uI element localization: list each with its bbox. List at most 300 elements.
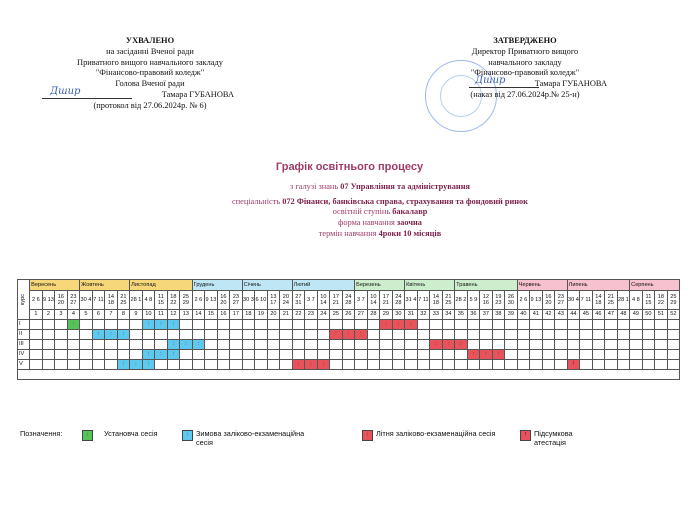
empty-cell <box>555 330 568 340</box>
session-mark: : <box>122 361 125 367</box>
field-line <box>130 182 630 193</box>
empty-cell <box>180 350 193 360</box>
empty-cell <box>367 340 380 350</box>
empty-cell <box>655 360 668 370</box>
empty-cell <box>180 320 193 330</box>
week-number: 20 <box>267 310 280 320</box>
legend-title: Позначення: <box>20 429 63 438</box>
session-cell <box>155 350 168 360</box>
empty-cell <box>317 350 330 360</box>
empty-cell <box>417 360 430 370</box>
empty-cell <box>330 320 343 330</box>
week-date: 10 14 <box>367 291 380 310</box>
week-date: 19 23 <box>492 291 505 310</box>
session-cell <box>455 340 468 350</box>
empty-cell <box>630 320 643 330</box>
session-mark: : <box>135 361 137 367</box>
empty-row <box>18 370 680 380</box>
empty-cell <box>667 350 680 360</box>
session-cell <box>342 330 355 340</box>
week-date: 23 27 <box>555 291 568 310</box>
empty-cell <box>555 350 568 360</box>
field-prefix: з галузі знань <box>290 182 339 191</box>
week-date: 13 17 <box>267 291 280 310</box>
week-number: 41 <box>530 310 543 320</box>
empty-cell <box>42 350 55 360</box>
session-mark: : <box>297 361 300 367</box>
empty-cell <box>255 360 268 370</box>
empty-cell <box>305 320 318 330</box>
empty-cell <box>30 340 43 350</box>
week-date: 17 21 <box>380 291 393 310</box>
month-7: Квітень <box>405 280 455 291</box>
empty-cell <box>355 320 368 330</box>
confirmed-block <box>435 36 615 101</box>
empty-cell <box>330 340 343 350</box>
month-2: Листопад <box>130 280 193 291</box>
approved-signature-line <box>50 85 240 101</box>
schedule-table <box>17 279 680 380</box>
course-row <box>18 330 680 340</box>
empty-cell <box>667 360 680 370</box>
session-cell <box>117 360 130 370</box>
empty-cell <box>192 320 205 330</box>
week-number: 28 <box>367 310 380 320</box>
empty-cell <box>267 340 280 350</box>
week-number: 12 <box>167 310 180 320</box>
empty-cell <box>392 360 405 370</box>
session-mark: : <box>447 341 450 347</box>
legend-summer-label: Літня заліково-екзаменаційна сесія <box>376 429 496 438</box>
week-number: 5 <box>80 310 93 320</box>
week-number: 43 <box>555 310 568 320</box>
empty-cell <box>130 350 143 360</box>
empty-cell <box>342 350 355 360</box>
legend <box>20 429 690 459</box>
empty-cell <box>130 320 143 330</box>
empty-cell <box>455 320 468 330</box>
form-line <box>130 218 630 229</box>
legend-summer-mark: : <box>366 432 369 438</box>
empty-cell <box>242 330 255 340</box>
week-number: 26 <box>342 310 355 320</box>
empty-cell <box>130 330 143 340</box>
session-cell <box>317 360 330 370</box>
empty-cell <box>655 320 668 330</box>
empty-cell <box>455 330 468 340</box>
empty-cell <box>492 340 505 350</box>
week-number: 31 <box>405 310 418 320</box>
week-number: 11 <box>155 310 168 320</box>
session-mark: : <box>122 331 125 337</box>
empty-cell <box>205 330 218 340</box>
session-mark: : <box>397 321 400 327</box>
empty-cell <box>117 350 130 360</box>
session-mark: : <box>160 351 162 357</box>
confirmed-line-3: "Фінансово-правовий коледж" <box>470 68 580 78</box>
empty-cell <box>530 330 543 340</box>
empty-cell <box>530 340 543 350</box>
empty-cell <box>292 320 305 330</box>
empty-cell <box>417 350 430 360</box>
empty-cell <box>42 340 55 350</box>
term-line <box>130 229 630 240</box>
week-date: 2 6 <box>30 291 43 310</box>
empty-cell <box>205 360 218 370</box>
empty-cell <box>55 330 68 340</box>
session-mark: : <box>147 361 150 367</box>
empty-cell <box>517 320 530 330</box>
week-date: 18 22 <box>655 291 668 310</box>
session-cell <box>380 320 393 330</box>
session-mark: : <box>485 351 487 357</box>
week-date: 31 4 <box>405 291 418 310</box>
empty-cell <box>505 320 518 330</box>
empty-cell <box>542 330 555 340</box>
session-mark: : <box>310 361 312 367</box>
empty-cell <box>305 340 318 350</box>
empty-cell <box>42 320 55 330</box>
empty-cell <box>505 340 518 350</box>
week-date: 11 15 <box>155 291 168 310</box>
empty-cell <box>480 320 493 330</box>
week-date: 3 7 <box>305 291 318 310</box>
empty-cell <box>430 360 443 370</box>
empty-cell <box>380 350 393 360</box>
empty-cell <box>617 320 630 330</box>
week-number: 4 <box>67 310 80 320</box>
empty-cell <box>342 340 355 350</box>
session-mark: : <box>360 331 362 337</box>
empty-cell <box>467 320 480 330</box>
empty-cell <box>67 350 80 360</box>
empty-cell <box>405 350 418 360</box>
session-cell <box>192 340 205 350</box>
week-number: 39 <box>505 310 518 320</box>
empty-cell <box>230 330 243 340</box>
empty-cell <box>542 360 555 370</box>
week-date: 4 8 <box>142 291 155 310</box>
empty-cell <box>567 320 580 330</box>
empty-cell <box>580 340 593 350</box>
week-dates-row <box>18 291 680 310</box>
session-cell <box>392 320 405 330</box>
empty-cell <box>530 320 543 330</box>
empty-cell <box>92 320 105 330</box>
week-date: 18 22 <box>167 291 180 310</box>
empty-cell <box>217 350 230 360</box>
course-number: II <box>18 330 30 340</box>
session-mark: : <box>322 361 325 367</box>
signature-underline <box>42 98 132 99</box>
empty-cell <box>55 360 68 370</box>
week-number: 23 <box>305 310 318 320</box>
empty-cell <box>567 350 580 360</box>
empty-cell <box>192 350 205 360</box>
empty-cell <box>630 330 643 340</box>
empty-cell <box>605 360 618 370</box>
week-number: 46 <box>592 310 605 320</box>
empty-cell <box>367 360 380 370</box>
session-cell <box>442 340 455 350</box>
empty-cell <box>480 360 493 370</box>
course-label: курс <box>20 293 27 306</box>
empty-cell <box>655 330 668 340</box>
week-date: 2 6 <box>192 291 205 310</box>
empty-cell <box>330 360 343 370</box>
empty-cell <box>80 330 93 340</box>
empty-cell <box>430 320 443 330</box>
empty-cell <box>105 320 118 330</box>
week-number: 33 <box>430 310 443 320</box>
week-number: 42 <box>542 310 555 320</box>
approved-line-4: Голова Вченої ради <box>115 79 185 89</box>
empty-cell <box>80 350 93 360</box>
session-cell <box>492 350 505 360</box>
session-mark: : <box>435 341 437 347</box>
week-number: 48 <box>617 310 630 320</box>
session-mark: : <box>172 341 175 347</box>
empty-cell <box>617 330 630 340</box>
empty-cell <box>467 340 480 350</box>
empty-cell <box>492 330 505 340</box>
empty-cell <box>605 330 618 340</box>
month-header-row <box>18 280 680 291</box>
session-cell <box>292 360 305 370</box>
session-cell <box>142 350 155 360</box>
empty-cell <box>567 340 580 350</box>
week-number: 38 <box>492 310 505 320</box>
month-1: Жовтень <box>80 280 130 291</box>
week-date: 25 29 <box>180 291 193 310</box>
week-date: 23 27 <box>230 291 243 310</box>
empty-cell <box>517 340 530 350</box>
empty-cell <box>667 330 680 340</box>
session-mark: : <box>410 321 412 327</box>
month-11: Серпень <box>630 280 680 291</box>
empty-cell <box>555 360 568 370</box>
empty-cell <box>355 360 368 370</box>
empty-cell <box>55 350 68 360</box>
month-10: Липень <box>567 280 630 291</box>
week-number: 13 <box>180 310 193 320</box>
level-line <box>130 207 630 218</box>
course-row <box>18 320 680 330</box>
session-cell <box>305 360 318 370</box>
week-date: 7 11 <box>417 291 430 310</box>
empty-cell <box>180 330 193 340</box>
month-0: Вересень <box>30 280 80 291</box>
empty-cell <box>442 350 455 360</box>
empty-cell <box>417 340 430 350</box>
approved-signature-name: Тамара ГУБАНОВА <box>161 89 234 99</box>
week-date: 10 14 <box>317 291 330 310</box>
empty-cell <box>55 320 68 330</box>
empty-cell <box>642 360 655 370</box>
empty-cell <box>155 340 168 350</box>
week-date: 20 24 <box>280 291 293 310</box>
week-number: 16 <box>217 310 230 320</box>
week-date: 4 8 <box>630 291 643 310</box>
week-number: 22 <box>292 310 305 320</box>
session-cell <box>142 360 155 370</box>
course-row <box>18 340 680 350</box>
session-cell <box>105 330 118 340</box>
empty-cell <box>542 320 555 330</box>
session-cell <box>355 330 368 340</box>
empty-cell <box>242 320 255 330</box>
empty-cell <box>642 320 655 330</box>
empty-cell <box>305 350 318 360</box>
empty-cell <box>392 340 405 350</box>
empty-cell <box>392 350 405 360</box>
session-mark: : <box>147 351 150 357</box>
empty-cell <box>517 330 530 340</box>
course-header <box>18 280 30 320</box>
empty-cell <box>30 360 43 370</box>
week-number: 25 <box>330 310 343 320</box>
session-mark: : <box>97 331 100 337</box>
empty-cell <box>642 350 655 360</box>
week-number: 19 <box>255 310 268 320</box>
week-number: 10 <box>142 310 155 320</box>
empty-cell <box>542 350 555 360</box>
empty-cell <box>142 330 155 340</box>
empty-cell <box>505 360 518 370</box>
session-cell <box>167 340 180 350</box>
confirmed-heading: ЗАТВЕРДЖЕНО <box>493 36 557 45</box>
level-value: бакалавр <box>392 207 428 217</box>
legend-winter-mark: : <box>186 432 189 438</box>
course-row <box>18 350 680 360</box>
legend-attest-mark: ! <box>524 432 527 438</box>
empty-cell <box>230 320 243 330</box>
empty-cell <box>67 360 80 370</box>
spec-prefix: спеціальність <box>232 196 281 206</box>
week-date: 9 13 <box>530 291 543 310</box>
empty-row-cell <box>18 370 680 380</box>
empty-cell <box>217 330 230 340</box>
course-number: I <box>18 320 30 330</box>
session-cell <box>430 340 443 350</box>
empty-cell <box>417 320 430 330</box>
empty-cell <box>617 350 630 360</box>
empty-cell <box>80 360 93 370</box>
legend-summer-swatch <box>362 430 373 441</box>
week-date: 7 11 <box>92 291 105 310</box>
empty-cell <box>630 340 643 350</box>
session-cell <box>180 340 193 350</box>
empty-cell <box>155 360 168 370</box>
empty-cell <box>230 340 243 350</box>
week-date: 26 30 <box>505 291 518 310</box>
empty-cell <box>455 360 468 370</box>
empty-cell <box>517 350 530 360</box>
empty-cell <box>342 360 355 370</box>
empty-cell <box>305 330 318 340</box>
empty-cell <box>280 360 293 370</box>
week-number: 3 <box>55 310 68 320</box>
empty-cell <box>617 340 630 350</box>
month-4: Січень <box>242 280 292 291</box>
session-cell <box>155 320 168 330</box>
empty-cell <box>180 360 193 370</box>
week-number: 2 <box>42 310 55 320</box>
week-number: 35 <box>455 310 468 320</box>
session-mark: : <box>460 341 462 347</box>
week-date: 9 13 <box>42 291 55 310</box>
term-prefix: термін навчання <box>318 228 377 238</box>
empty-cell <box>355 350 368 360</box>
week-date: 6 10 <box>255 291 268 310</box>
week-number: 6 <box>92 310 105 320</box>
empty-cell <box>642 340 655 350</box>
week-date: 3 7 <box>355 291 368 310</box>
course-number: IV <box>18 350 30 360</box>
session-mark: : <box>172 321 175 327</box>
empty-cell <box>205 340 218 350</box>
empty-cell <box>617 360 630 370</box>
empty-cell <box>342 320 355 330</box>
signature-underline <box>469 87 539 88</box>
week-number: 36 <box>467 310 480 320</box>
empty-cell <box>30 350 43 360</box>
empty-cell <box>230 350 243 360</box>
week-number: 50 <box>642 310 655 320</box>
spec-value: 072 Фінанси, банківська справа, страхування та фондовий ринок <box>282 196 528 206</box>
week-date: 23 27 <box>67 291 80 310</box>
empty-cell <box>267 320 280 330</box>
week-date: 17 21 <box>330 291 343 310</box>
week-number: 21 <box>280 310 293 320</box>
session-mark: : <box>72 321 75 327</box>
approved-line-2: Приватного вищого навчального закладу <box>77 57 223 67</box>
empty-cell <box>42 360 55 370</box>
empty-cell <box>292 330 305 340</box>
week-date: 24 28 <box>392 291 405 310</box>
week-number: 30 <box>392 310 405 320</box>
empty-cell <box>280 330 293 340</box>
week-number: 37 <box>480 310 493 320</box>
empty-cell <box>605 350 618 360</box>
month-9: Червень <box>517 280 567 291</box>
empty-cell <box>517 360 530 370</box>
confirmed-signature-name: Тамара ГУБАНОВА <box>534 79 607 89</box>
empty-cell <box>255 340 268 350</box>
month-6: Березень <box>355 280 405 291</box>
empty-cell <box>205 350 218 360</box>
empty-cell <box>255 320 268 330</box>
week-date: 7 11 <box>580 291 593 310</box>
empty-cell <box>330 350 343 360</box>
session-mark: : <box>472 351 475 357</box>
empty-cell <box>192 330 205 340</box>
week-date: 14 18 <box>592 291 605 310</box>
empty-cell <box>530 360 543 370</box>
course-number: V <box>18 360 30 370</box>
empty-cell <box>280 350 293 360</box>
week-date: 14 18 <box>105 291 118 310</box>
week-date: 9 13 <box>205 291 218 310</box>
session-mark: : <box>385 321 387 327</box>
week-date: 28 1 <box>130 291 143 310</box>
session-mark: : <box>110 331 112 337</box>
session-cell <box>142 320 155 330</box>
empty-cell <box>580 360 593 370</box>
confirmed-signature-line <box>435 75 615 90</box>
week-date: 16 20 <box>55 291 68 310</box>
week-date: 11 15 <box>642 291 655 310</box>
